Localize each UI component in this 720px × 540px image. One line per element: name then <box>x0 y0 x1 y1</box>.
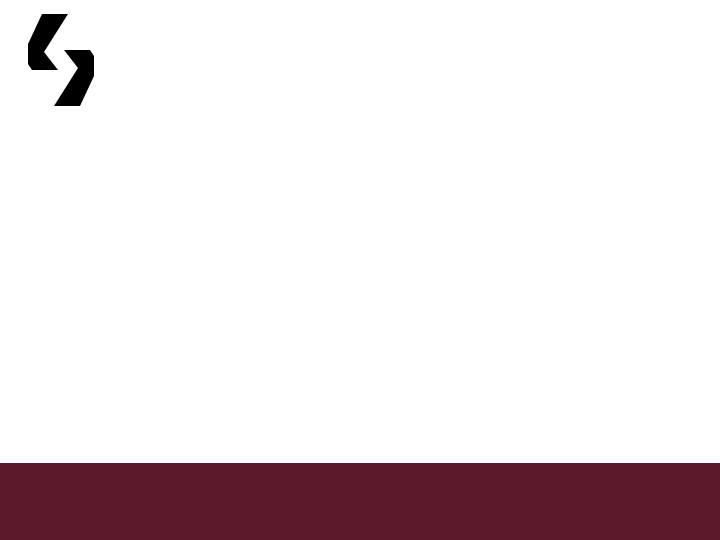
logo-lower-chevron <box>54 50 94 106</box>
footer-banner <box>0 463 720 540</box>
double-chevron-logo-icon <box>28 14 94 108</box>
logo <box>28 14 94 108</box>
logo-upper-chevron <box>28 14 68 70</box>
main-content <box>28 162 689 170</box>
